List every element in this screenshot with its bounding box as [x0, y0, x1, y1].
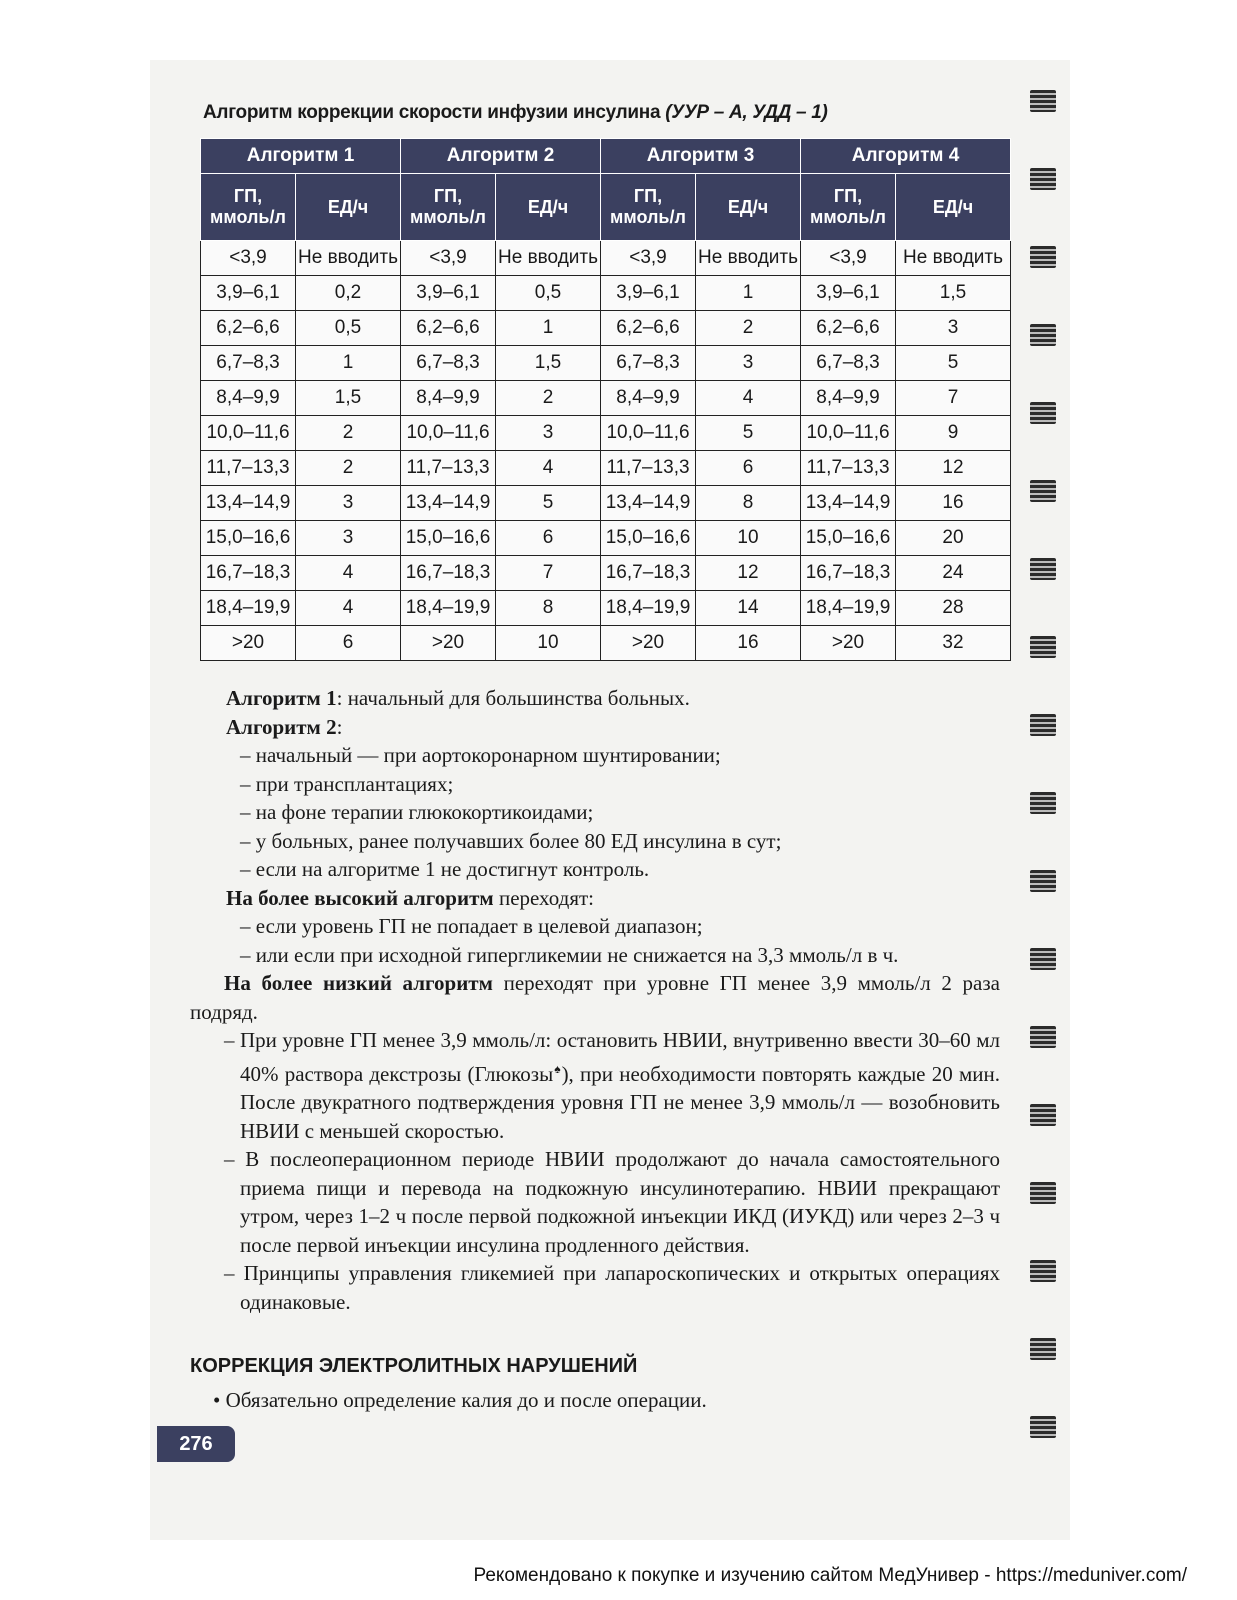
table-cell: 15,0–16,6 [401, 521, 496, 556]
edge-tab-icon [1030, 1026, 1056, 1048]
table-cell: 3,9–6,1 [801, 276, 896, 311]
edge-tab-icon [1030, 792, 1056, 814]
header-ed: ЕД/ч [496, 174, 601, 241]
table-row [201, 241, 1011, 276]
edge-tab-icon [1030, 168, 1056, 190]
table-cell: >20 [201, 626, 296, 661]
table-row [201, 591, 1011, 626]
table-row [201, 451, 1011, 486]
table-cell: 8 [696, 486, 801, 521]
table-cell: 4 [696, 381, 801, 416]
table-cell: 10,0–11,6 [601, 416, 696, 451]
header-gp: ГП, ммоль/л [801, 174, 896, 241]
table-cell: 2 [296, 451, 401, 486]
table-cell: 1,5 [296, 381, 401, 416]
table-cell: 8,4–9,9 [401, 381, 496, 416]
list-item: – на фоне терапии глюкокортикоидами; [240, 800, 594, 824]
table-body [201, 241, 1011, 661]
table-cell: 2 [296, 416, 401, 451]
list-item [190, 1026, 1000, 1145]
table-cell: 24 [896, 556, 1011, 591]
edge-tab-icon [1030, 558, 1056, 580]
algorithm-1-desc: : начальный для большинства больных. [336, 686, 690, 710]
table-cell: 13,4–14,9 [601, 486, 696, 521]
footer-text: Рекомендовано к покупке и изучению сайтом МедУнивер - https://meduniver.com/ [473, 1565, 1187, 1586]
table-cell: 6,7–8,3 [601, 346, 696, 381]
table-cell: 14 [696, 591, 801, 626]
table-cell: 13,4–14,9 [401, 486, 496, 521]
edge-tab-icon [1030, 1104, 1056, 1126]
algorithm-2-label: Алгоритм 2 [226, 714, 337, 739]
header-algorithm-1: Алгоритм 1 [201, 139, 401, 174]
table-cell: <3,9 [201, 241, 296, 276]
hypoglycemia-text-b: ), при необходимости повторять каждые 20 мин. После двукратного подтверждения уровня ГП не менее 3,9 ммоль/л — возобновить НВИИ с меньшей скоростью. [240, 1061, 1000, 1143]
table-cell: 16 [896, 486, 1011, 521]
table-cell: 6,2–6,6 [801, 311, 896, 346]
table-cell: 18,4–19,9 [201, 591, 296, 626]
table-cell: Не вводить [896, 241, 1011, 276]
list-item: – или если при исходной гипергликемии не снижается на 3,3 ммоль/л в ч. [240, 942, 899, 967]
table-cell: 28 [896, 591, 1011, 626]
header-algorithm-2: Алгоритм 2 [401, 139, 601, 174]
header-gp: ГП, ммоль/л [201, 174, 296, 241]
edge-tab-icon [1030, 1182, 1056, 1204]
table-cell: 8,4–9,9 [801, 381, 896, 416]
header-algorithm-4: Алгоритм 4 [801, 139, 1011, 174]
section-title: КОРРЕКЦИЯ ЭЛЕКТРОЛИТНЫХ НАРУШЕНИЙ [190, 1355, 638, 1377]
page-number: 276 [157, 1426, 235, 1462]
body-text [190, 684, 1000, 1316]
table-cell: 4 [296, 591, 401, 626]
table-cell: 1 [696, 276, 801, 311]
table-cell: 15,0–16,6 [601, 521, 696, 556]
table-row [201, 381, 1011, 416]
table-cell: 10 [696, 521, 801, 556]
table-cell: 11,7–13,3 [401, 451, 496, 486]
table-row [201, 521, 1011, 556]
edge-tab-icon [1030, 246, 1056, 268]
edge-tab-icon [1030, 1338, 1056, 1360]
list-item: – В послеоперационном периоде НВИИ продолжают до начала самостоятельного приема пищи и перевода на подкожную инсулинотерапию. НВИИ прекращают утром, через 1–2 ч после первой подкожной инъекции ИКД (ИУКД) или через 2–3 ч после первой инъекции инсулина продленного действия. [224, 1147, 1000, 1257]
list-item: – у больных, ранее получавших более 80 ЕД инсулина в сут; [240, 828, 782, 853]
table-cell: <3,9 [401, 241, 496, 276]
table-cell: 16,7–18,3 [201, 556, 296, 591]
table-cell: 6,7–8,3 [801, 346, 896, 381]
table-cell: 16,7–18,3 [801, 556, 896, 591]
table-cell: 16,7–18,3 [401, 556, 496, 591]
list-item: – если на алгоритме 1 не достигнут контроль. [240, 857, 650, 881]
table-cell: 2 [496, 381, 601, 416]
higher-algorithm-note [190, 884, 1000, 913]
table-cell: 8,4–9,9 [201, 381, 296, 416]
table-cell: 20 [896, 521, 1011, 556]
trademark-mark: ♠ [553, 1061, 562, 1076]
table-cell: 7 [496, 556, 601, 591]
table-cell: 18,4–19,9 [801, 591, 896, 626]
lower-algorithm-note [190, 969, 1000, 1026]
table-cell: 6,2–6,6 [601, 311, 696, 346]
table-cell: 5 [896, 346, 1011, 381]
table-cell: 6,7–8,3 [201, 346, 296, 381]
table-cell: 18,4–19,9 [601, 591, 696, 626]
table-cell: <3,9 [601, 241, 696, 276]
table-row [201, 346, 1011, 381]
table-cell: Не вводить [296, 241, 401, 276]
list-item: – при трансплантациях; [240, 771, 454, 796]
table-cell: Не вводить [696, 241, 801, 276]
table-cell: 6 [296, 626, 401, 661]
header-gp: ГП, ммоль/л [401, 174, 496, 241]
table-cell: 6,7–8,3 [401, 346, 496, 381]
header-ed: ЕД/ч [696, 174, 801, 241]
table-cell: 16,7–18,3 [601, 556, 696, 591]
table-cell: Не вводить [496, 241, 601, 276]
table-cell: 10,0–11,6 [201, 416, 296, 451]
edge-tab-icon [1030, 1416, 1056, 1438]
list-item: – Принципы управления гликемией при лапароскопических и открытых операциях одинаковые. [224, 1261, 1000, 1314]
table-cell: 11,7–13,3 [601, 451, 696, 486]
table-cell: 10,0–11,6 [801, 416, 896, 451]
header-gp: ГП, ммоль/л [601, 174, 696, 241]
table-cell: 6,2–6,6 [401, 311, 496, 346]
table-caption [203, 102, 828, 124]
edge-tab-icon [1030, 402, 1056, 424]
table-cell: 1,5 [496, 346, 601, 381]
edge-tab-icon [1030, 90, 1056, 112]
edge-tab-icon [1030, 714, 1056, 736]
page-edge-tabs [1022, 90, 1062, 1470]
table-cell: 3 [296, 521, 401, 556]
higher-algorithm-label: На более высокий алгоритм [226, 885, 494, 910]
table-cell: 3,9–6,1 [201, 276, 296, 311]
higher-algorithm-desc: переходят: [493, 885, 595, 910]
table-row [201, 486, 1011, 521]
section-bullet: • Обязательно определение калия до и после операции. [213, 1388, 707, 1412]
table-cell: 18,4–19,9 [401, 591, 496, 626]
table-cell: 3 [896, 311, 1011, 346]
header-ed: ЕД/ч [896, 174, 1011, 241]
table-cell: 11,7–13,3 [201, 451, 296, 486]
table-cell: 7 [896, 381, 1011, 416]
table-cell: 3 [696, 346, 801, 381]
table-cell: 0,5 [296, 311, 401, 346]
table-cell: 10 [496, 626, 601, 661]
table-cell: 12 [896, 451, 1011, 486]
list-item: – если уровень ГП не попадает в целевой диапазон; [240, 914, 703, 938]
table-cell: 1 [496, 311, 601, 346]
table-row [201, 416, 1011, 451]
table-cell: 12 [696, 556, 801, 591]
table-cell: 6 [696, 451, 801, 486]
header-ed: ЕД/ч [296, 174, 401, 241]
table-cell: <3,9 [801, 241, 896, 276]
header-algorithm-3: Алгоритм 3 [601, 139, 801, 174]
table-row [201, 556, 1011, 591]
table-cell: 6,2–6,6 [201, 311, 296, 346]
table-cell: 16 [696, 626, 801, 661]
algorithm-2-note [190, 713, 1000, 742]
algorithm-2-desc: : [336, 714, 343, 739]
lower-algorithm-label: На более низкий алгоритм [224, 971, 493, 995]
caption-evidence: (УУР – А, УДД – 1) [665, 102, 828, 123]
table-cell: 4 [496, 451, 601, 486]
table-cell: 2 [696, 311, 801, 346]
table-cell: 5 [696, 416, 801, 451]
table-cell: 13,4–14,9 [801, 486, 896, 521]
edge-tab-icon [1030, 636, 1056, 658]
algorithm-1-label: Алгоритм 1 [226, 686, 337, 710]
table-cell: 8 [496, 591, 601, 626]
table-row [201, 626, 1011, 661]
lower-algorithm-desc: переходят при уровне ГП менее 3,9 ммоль/л 2 раза подряд. [190, 971, 1000, 1024]
table-cell: 10,0–11,6 [401, 416, 496, 451]
table-row [201, 311, 1011, 346]
table-cell: 11,7–13,3 [801, 451, 896, 486]
table-cell: 8,4–9,9 [601, 381, 696, 416]
algorithm-1-note [190, 684, 1000, 713]
table-cell: 0,2 [296, 276, 401, 311]
table-cell: 15,0–16,6 [801, 521, 896, 556]
table-cell: >20 [601, 626, 696, 661]
table-cell: 3,9–6,1 [401, 276, 496, 311]
edge-tab-icon [1030, 324, 1056, 346]
table-cell: 6 [496, 521, 601, 556]
table-cell: 4 [296, 556, 401, 591]
table-cell: 3 [496, 416, 601, 451]
table-cell: 32 [896, 626, 1011, 661]
edge-tab-icon [1030, 948, 1056, 970]
caption-main: Алгоритм коррекции скорости инфузии инсулина [203, 102, 666, 123]
insulin-algorithm-table [200, 138, 1011, 661]
table-cell: >20 [401, 626, 496, 661]
table-cell: 1 [296, 346, 401, 381]
table-cell: 3,9–6,1 [601, 276, 696, 311]
table-cell: 15,0–16,6 [201, 521, 296, 556]
table-cell: 1,5 [896, 276, 1011, 311]
table-cell: 3 [296, 486, 401, 521]
table-cell: 5 [496, 486, 601, 521]
list-item: – начальный — при аортокоронарном шунтировании; [240, 743, 721, 767]
edge-tab-icon [1030, 1260, 1056, 1282]
table-cell: 0,5 [496, 276, 601, 311]
table-cell: >20 [801, 626, 896, 661]
table-cell: 13,4–14,9 [201, 486, 296, 521]
table-cell: 9 [896, 416, 1011, 451]
hypoglycemia-text-a: – При уровне ГП менее 3,9 ммоль/л: остановить НВИИ, внутривенно ввести 30–60 мл 40% раствора декстрозы (Глюкозы [224, 1028, 1000, 1086]
edge-tab-icon [1030, 870, 1056, 892]
edge-tab-icon [1030, 480, 1056, 502]
table-row [201, 276, 1011, 311]
